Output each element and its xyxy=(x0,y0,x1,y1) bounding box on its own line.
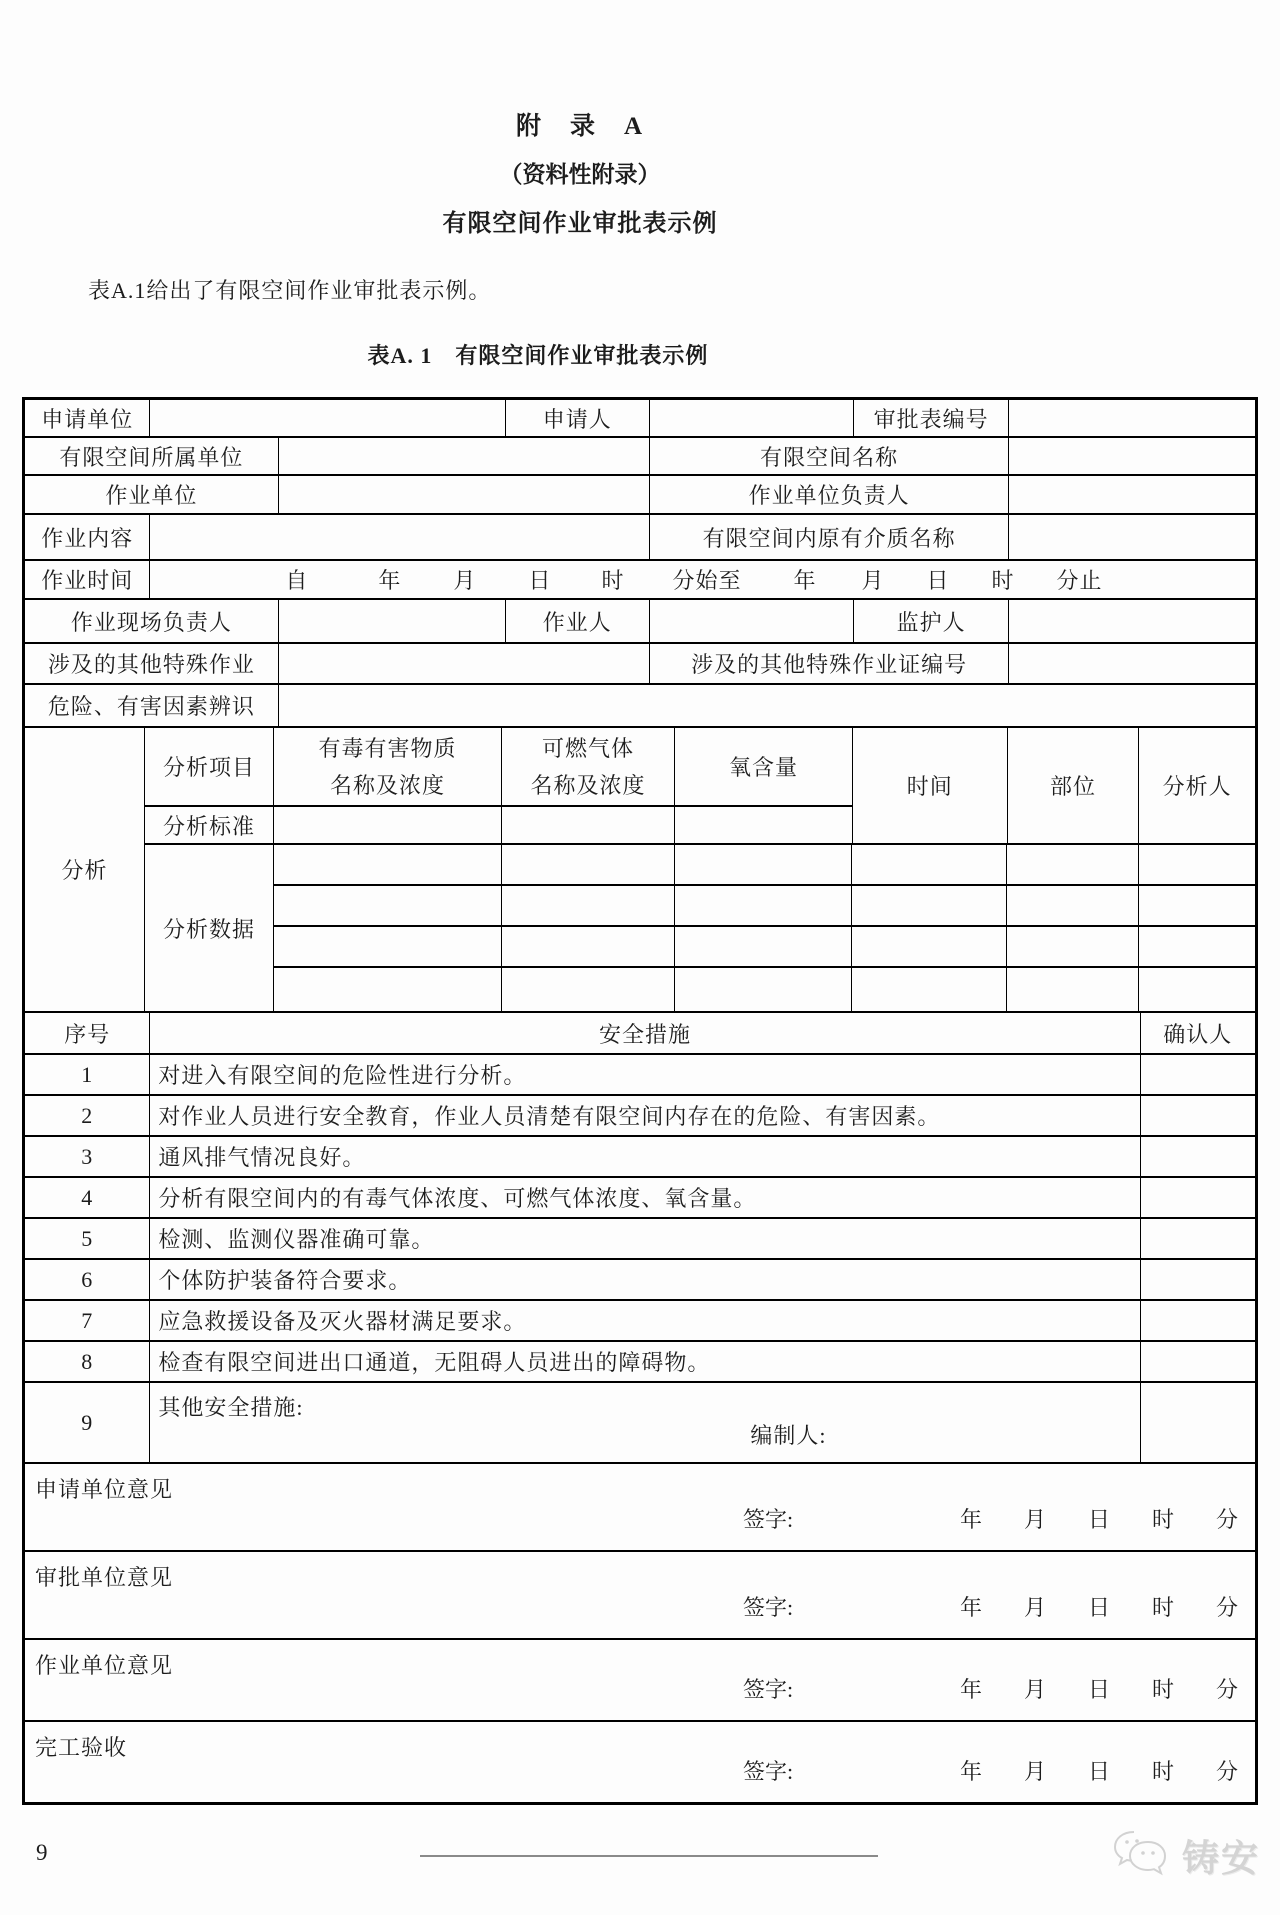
work-time-seg: 月 xyxy=(861,568,885,593)
other-measures-label: 其他安全措施: xyxy=(158,1395,304,1420)
label-oxygen-content: 氧含量 xyxy=(728,755,798,780)
input-cell-standard-oxygen xyxy=(675,807,852,843)
label-analysis: 分析 xyxy=(25,728,145,1011)
label-other-special-work-cert-no: 涉及的其他特殊作业证编号 xyxy=(650,644,1009,683)
date-units xyxy=(960,1503,1238,1534)
label-analysis-item: 分析项目 xyxy=(145,728,274,805)
opinion-label: 完工验收 xyxy=(35,1735,128,1760)
date-unit: 日 xyxy=(1087,1595,1110,1620)
work-time-seg: 时 xyxy=(991,568,1015,593)
watermark xyxy=(1112,1826,1260,1883)
input-cell xyxy=(1139,927,1255,966)
label-site-leader: 作业现场负责人 xyxy=(25,600,279,642)
analysis-data-row xyxy=(274,927,1255,968)
input-cell xyxy=(1007,968,1139,1011)
safety-row-text: 应急救援设备及灭火器材满足要求。 xyxy=(150,1301,1140,1340)
opinion-section-work-unit xyxy=(25,1640,1255,1722)
date-unit: 月 xyxy=(1023,1759,1046,1784)
input-cell-original-medium xyxy=(1009,515,1255,559)
label-toxic-substance-line1: 有毒有害物质 xyxy=(318,735,457,761)
label-analyst: 分析人 xyxy=(1162,774,1232,799)
label-space-name: 有限空间名称 xyxy=(650,438,1009,474)
label-work-time: 作业时间 xyxy=(25,561,150,598)
safety-row-text: 个体防护装备符合要求。 xyxy=(150,1260,1140,1299)
label-space-owner-unit: 有限空间所属单位 xyxy=(25,438,279,474)
safety-row-no: 6 xyxy=(25,1260,150,1299)
safety-row xyxy=(25,1096,1255,1137)
appendix-title: 附 录 A xyxy=(515,113,645,140)
work-time-seg: 自 xyxy=(285,568,309,593)
label-approval-no: 审批表编号 xyxy=(854,400,1009,436)
work-time-seg: 日 xyxy=(926,568,950,593)
approval-form-table xyxy=(22,397,1258,1805)
input-cell-confirm xyxy=(1141,1137,1255,1176)
label-toxic-substance-line2: 名称及浓度 xyxy=(329,772,445,798)
input-cell xyxy=(1007,886,1139,925)
input-cell-worker xyxy=(650,600,854,642)
analysis-header-section xyxy=(145,728,1255,843)
label-guardian: 监护人 xyxy=(854,600,1009,642)
analysis-standard-row xyxy=(145,807,852,843)
input-cell-other-special-work-cert-no xyxy=(1009,644,1255,683)
wechat-logo-icon xyxy=(1112,1826,1174,1883)
input-cell-applicant-unit xyxy=(150,400,505,436)
prepared-by-label: 编制人: xyxy=(750,1423,827,1448)
work-time-seg: 分始至 xyxy=(672,568,742,593)
input-cell xyxy=(274,968,502,1011)
safety-row-other xyxy=(25,1383,1255,1464)
input-cell-confirm xyxy=(1141,1342,1255,1381)
date-unit: 日 xyxy=(1087,1507,1110,1532)
date-units xyxy=(960,1755,1238,1786)
work-time-seg: 年 xyxy=(378,568,402,593)
safety-row-text: 通风排气情况良好。 xyxy=(150,1137,1140,1176)
input-cell-space-name xyxy=(1009,438,1255,474)
intro-paragraph: 表A.1给出了有限空间作业审批表示例。 xyxy=(88,278,492,303)
watermark-text: 铸安 xyxy=(1182,1838,1260,1880)
footer-divider-line xyxy=(420,1855,878,1857)
safety-row-no: 7 xyxy=(25,1301,150,1340)
safety-row-no: 1 xyxy=(25,1055,150,1094)
safety-row-text: 对进入有限空间的危险性进行分析。 xyxy=(150,1055,1140,1094)
input-cell-hazard-identification xyxy=(279,685,1255,726)
safety-row-no: 2 xyxy=(25,1096,150,1135)
input-cell xyxy=(675,845,852,884)
safety-row-no: 5 xyxy=(25,1219,150,1258)
label-applicant-unit: 申请单位 xyxy=(25,400,150,436)
table-row xyxy=(25,600,1255,644)
safety-row xyxy=(25,1260,1255,1301)
work-time-seg: 时 xyxy=(601,568,625,593)
label-safety-measures: 安全措施 xyxy=(150,1013,1140,1053)
safety-row-text: 检查有限空间进出口通道，无阻碍人员进出的障碍物。 xyxy=(150,1342,1140,1381)
work-time-seg: 月 xyxy=(453,568,477,593)
label-applicant: 申请人 xyxy=(506,400,650,436)
input-cell xyxy=(852,886,1007,925)
input-cell xyxy=(274,886,502,925)
appendix-subtitle: （资料性附录） xyxy=(499,162,661,187)
input-cell-confirm xyxy=(1141,1178,1255,1217)
label-flammable-gas-line2: 名称及浓度 xyxy=(530,772,646,798)
safety-row xyxy=(25,1301,1255,1342)
safety-row-no: 4 xyxy=(25,1178,150,1217)
input-cell xyxy=(675,886,852,925)
input-cell-confirm xyxy=(1141,1301,1255,1340)
input-cell xyxy=(1007,845,1139,884)
date-units xyxy=(960,1591,1238,1622)
safety-row-text: 检测、监测仪器准确可靠。 xyxy=(150,1219,1140,1258)
input-cell-confirm xyxy=(1141,1219,1255,1258)
signature-label: 签字: xyxy=(743,1759,794,1784)
analysis-header-left xyxy=(145,728,852,843)
date-unit: 时 xyxy=(1151,1677,1174,1702)
input-cell xyxy=(274,927,502,966)
analysis-data-section xyxy=(145,843,1255,1011)
table-row xyxy=(25,400,1255,438)
table-row-work-time xyxy=(25,561,1255,600)
label-analysis-standard: 分析标准 xyxy=(145,807,274,843)
label-work-content: 作业内容 xyxy=(25,515,150,559)
input-cell xyxy=(1007,927,1139,966)
input-cell-approval-no xyxy=(1009,400,1255,436)
date-unit: 分 xyxy=(1215,1677,1238,1702)
table-row xyxy=(25,685,1255,728)
date-unit: 时 xyxy=(1151,1759,1174,1784)
label-analysis-part: 部位 xyxy=(1008,728,1140,843)
date-unit: 月 xyxy=(1023,1507,1046,1532)
table-caption: 表A. 1 有限空间作业审批表示例 xyxy=(367,343,709,368)
opinion-section-applicant xyxy=(25,1464,1255,1552)
safety-row-text: 分析有限空间内的有毒气体浓度、可燃气体浓度、氧含量。 xyxy=(150,1178,1140,1217)
analysis-item-row xyxy=(145,728,852,807)
signature-label: 签字: xyxy=(743,1507,794,1532)
safety-row xyxy=(25,1342,1255,1383)
input-cell-guardian xyxy=(1009,600,1255,642)
label-work-unit-leader: 作业单位负责人 xyxy=(650,476,1009,513)
opinion-label: 作业单位意见 xyxy=(35,1653,174,1678)
input-cell-space-owner-unit xyxy=(279,438,650,474)
table-row xyxy=(25,438,1255,476)
date-unit: 年 xyxy=(960,1595,983,1620)
analysis-grid xyxy=(145,728,1255,1011)
input-cell xyxy=(502,968,675,1011)
input-cell-other-special-work xyxy=(279,644,650,683)
input-cell-work-unit xyxy=(279,476,650,513)
date-unit: 时 xyxy=(1151,1507,1174,1532)
input-cell xyxy=(675,927,852,966)
opinion-section-completion xyxy=(25,1722,1255,1802)
signature-label: 签字: xyxy=(743,1595,794,1620)
date-unit: 分 xyxy=(1215,1595,1238,1620)
date-unit: 年 xyxy=(960,1507,983,1532)
input-cell-standard-flammable xyxy=(502,807,675,843)
analysis-data-row xyxy=(274,968,1255,1011)
input-cell xyxy=(1139,886,1255,925)
page-number: 9 xyxy=(36,1840,48,1865)
work-time-line xyxy=(150,561,1255,598)
date-unit: 分 xyxy=(1215,1759,1238,1784)
input-cell-work-content xyxy=(150,515,650,559)
input-cell xyxy=(675,968,852,1011)
safety-row-other-cell xyxy=(150,1383,1140,1462)
analysis-header-right xyxy=(852,728,1255,843)
label-analysis-data: 分析数据 xyxy=(145,845,274,1011)
analysis-data-row xyxy=(274,886,1255,927)
analysis-data-row xyxy=(274,845,1255,886)
label-analysis-time: 时间 xyxy=(853,728,1008,843)
date-unit: 月 xyxy=(1023,1677,1046,1702)
date-unit: 日 xyxy=(1087,1759,1110,1784)
date-unit: 分 xyxy=(1215,1507,1238,1532)
safety-row-no: 3 xyxy=(25,1137,150,1176)
input-cell-confirm xyxy=(1141,1383,1255,1462)
safety-row-no: 9 xyxy=(25,1383,150,1462)
work-time-seg: 日 xyxy=(528,568,552,593)
input-cell xyxy=(1139,845,1255,884)
input-cell-confirm xyxy=(1141,1096,1255,1135)
safety-row xyxy=(25,1178,1255,1219)
table-row xyxy=(25,476,1255,515)
input-cell xyxy=(502,927,675,966)
label-serial-no: 序号 xyxy=(25,1013,150,1053)
label-flammable-gas-line1: 可燃气体 xyxy=(541,735,634,761)
input-cell xyxy=(852,927,1007,966)
work-time-seg: 年 xyxy=(793,568,817,593)
label-flammable-gas xyxy=(502,728,675,805)
input-cell xyxy=(502,886,675,925)
input-cell xyxy=(274,845,502,884)
input-cell-confirm xyxy=(1141,1055,1255,1094)
table-row xyxy=(25,515,1255,561)
analysis-data-grid xyxy=(274,845,1255,1011)
label-toxic-substance xyxy=(274,728,502,805)
signature-label: 签字: xyxy=(743,1677,794,1702)
date-unit: 年 xyxy=(960,1677,983,1702)
table-row xyxy=(25,644,1255,685)
input-cell-applicant xyxy=(650,400,854,436)
input-cell xyxy=(852,845,1007,884)
input-cell-work-unit-leader xyxy=(1009,476,1255,513)
safety-row xyxy=(25,1219,1255,1260)
date-units xyxy=(960,1673,1238,1704)
safety-row xyxy=(25,1055,1255,1096)
safety-row xyxy=(25,1137,1255,1178)
date-unit: 年 xyxy=(960,1759,983,1784)
input-cell xyxy=(502,845,675,884)
work-time-seg: 分止 xyxy=(1056,568,1103,593)
safety-row-text: 对作业人员进行安全教育，作业人员清楚有限空间内存在的危险、有害因素。 xyxy=(150,1096,1140,1135)
date-unit: 月 xyxy=(1023,1595,1046,1620)
appendix-section-heading: 有限空间作业审批表示例 xyxy=(442,211,718,237)
date-unit: 时 xyxy=(1151,1595,1174,1620)
appendix-heading-block xyxy=(0,0,1160,238)
label-confirmer: 确认人 xyxy=(1163,1021,1233,1047)
input-cell-standard-toxic xyxy=(274,807,502,843)
opinion-label: 申请单位意见 xyxy=(35,1477,174,1502)
label-hazard-identification: 危险、有害因素辨识 xyxy=(25,685,279,726)
opinion-label: 审批单位意见 xyxy=(35,1565,174,1590)
analysis-block xyxy=(25,728,1255,1013)
opinion-section-approver xyxy=(25,1552,1255,1640)
date-unit: 日 xyxy=(1087,1677,1110,1702)
safety-row-no: 8 xyxy=(25,1342,150,1381)
safety-header-row xyxy=(25,1013,1255,1055)
label-other-special-work: 涉及的其他特殊作业 xyxy=(25,644,279,683)
input-cell xyxy=(1139,968,1255,1011)
label-original-medium: 有限空间内原有介质名称 xyxy=(650,515,1009,559)
label-work-unit: 作业单位 xyxy=(25,476,279,513)
input-cell-site-leader xyxy=(279,600,506,642)
label-worker: 作业人 xyxy=(506,600,650,642)
input-cell-confirm xyxy=(1141,1260,1255,1299)
input-cell xyxy=(852,968,1007,1011)
